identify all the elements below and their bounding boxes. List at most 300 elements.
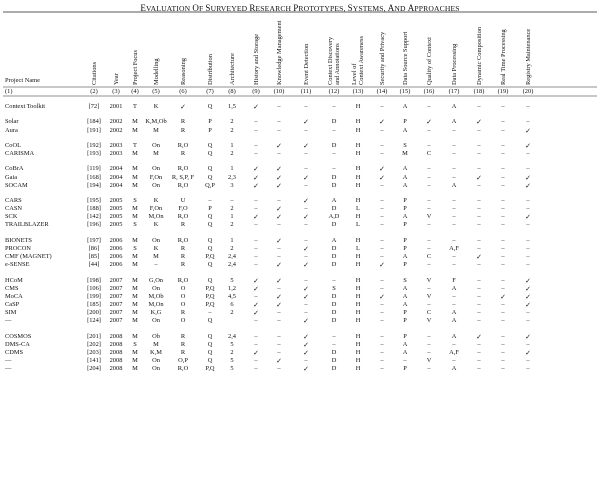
table-cell: – (526, 365, 530, 373)
table-cell: H (355, 349, 361, 356)
table-cell: F,O (178, 205, 188, 213)
table-cell: – (501, 284, 505, 292)
table-cell: L (356, 221, 360, 229)
table-cell: A (402, 173, 408, 181)
table-cell: S (332, 284, 336, 292)
table-cell: ✓ (276, 205, 282, 214)
table-cell: A (402, 253, 408, 261)
table-cell: ✓ (525, 181, 531, 190)
column-number: (9) (252, 88, 260, 95)
table-cell: – (526, 150, 530, 157)
table-cell: P (403, 236, 407, 244)
table-cell: 2,4 (228, 253, 236, 261)
table-cell: – (380, 103, 384, 110)
table-cell: – (254, 118, 258, 126)
table-cell: K (153, 197, 159, 204)
table-cell: M (132, 357, 138, 365)
table-cell: – (304, 301, 308, 309)
table-cell: R (180, 244, 186, 252)
table-cell: D (331, 118, 337, 126)
table-cell: [119] (87, 165, 101, 173)
table-cell: V (426, 357, 432, 365)
table-cell: A (402, 284, 408, 292)
table-cell: – (501, 365, 505, 373)
table-cell: M (153, 126, 159, 134)
project-name-cell: PROCON (5, 244, 31, 252)
table-cell: D (331, 357, 337, 365)
table-cell: 2007 (109, 309, 123, 317)
table-cell: – (254, 150, 258, 157)
table-cell: [72] (88, 103, 100, 110)
column-header: Project Focus (131, 50, 139, 85)
column-header: Event Detection (302, 43, 310, 85)
table-cell: H (355, 340, 361, 348)
table-cell: A (402, 181, 408, 189)
table-cell: M (132, 292, 138, 300)
table-cell: [204] (87, 365, 101, 373)
table-cell: 2007 (109, 301, 123, 309)
table-cell: D (331, 301, 337, 309)
table-cell: P (403, 118, 407, 126)
table-cell: – (380, 150, 384, 157)
table-cell: P,Q (205, 365, 215, 373)
table-cell: 2002 (109, 118, 123, 126)
table-cell: M (132, 301, 138, 309)
table-cell: 5 (230, 365, 234, 373)
table-cell: – (452, 126, 456, 134)
table-cell: – (427, 340, 431, 348)
table-cell: M (132, 317, 138, 325)
table-cell: On (152, 357, 160, 365)
table-cell: – (501, 173, 505, 181)
project-name-cell: — (5, 357, 12, 365)
table-cell: H (355, 317, 361, 325)
table-cell: On (152, 317, 160, 325)
table-cell: – (304, 221, 308, 229)
table-cell: – (501, 141, 505, 149)
table-cell: M (132, 365, 138, 373)
table-cell: – (526, 357, 530, 365)
table-cell: 2008 (109, 349, 123, 356)
table-cell: – (332, 332, 336, 340)
column-header: Security and Privacy (378, 31, 386, 85)
table-cell: 1 (230, 236, 234, 244)
table-cell: V (426, 317, 432, 325)
table-cell: [201] (87, 332, 101, 340)
table-cell: – (254, 261, 258, 269)
table-cell: ✓ (276, 181, 282, 190)
table-cell: A (402, 301, 408, 309)
table-cell: M (132, 181, 138, 189)
table-cell: ✓ (379, 118, 385, 127)
table-cell: 2008 (109, 332, 123, 340)
project-name-cell: TRAILBLAZER (5, 221, 49, 229)
table-cell: D (331, 253, 337, 261)
table-cell: Q (207, 261, 213, 269)
table-cell: A (451, 118, 457, 126)
table-cell: H (355, 173, 361, 181)
table-cell: F,On (149, 173, 163, 181)
table-cell: – (427, 301, 431, 309)
table-cell: – (380, 349, 384, 356)
table-cell: – (277, 221, 281, 229)
table-cell: 2 (230, 309, 234, 317)
table-cell: ✓ (525, 173, 531, 182)
column-number: (19) (497, 88, 509, 95)
table-cell: On (152, 284, 160, 292)
table-cell: L (356, 244, 360, 252)
table-cell: – (254, 221, 258, 229)
column-header: Dynamic Composition (475, 26, 483, 85)
table-cell: – (380, 126, 384, 134)
table-cell: A (451, 332, 457, 340)
table-cell: Q (207, 357, 213, 365)
table-cell: – (427, 165, 431, 173)
table-cell: [199] (87, 292, 101, 300)
table-cell: – (254, 141, 258, 149)
table-cell: – (477, 236, 481, 244)
table-cell: – (277, 349, 281, 356)
table-cell: – (254, 365, 258, 373)
table-cell: [192] (87, 141, 101, 149)
table-cell: – (304, 181, 308, 189)
table-cell: – (332, 165, 336, 173)
table-cell: – (477, 301, 481, 309)
table-cell: M (402, 150, 408, 157)
table-cell: R,O (177, 181, 189, 189)
table-cell: – (254, 357, 258, 365)
table-cell: – (304, 103, 308, 110)
table-cell: – (501, 181, 505, 189)
table-cell: – (254, 236, 258, 244)
table-cell: – (477, 292, 481, 300)
table-cell: – (230, 197, 234, 204)
table-cell: – (254, 126, 258, 134)
table-cell: – (477, 276, 481, 284)
table-cell: – (427, 197, 431, 204)
table-cell: A (402, 340, 408, 348)
table-cell: – (380, 332, 384, 340)
table-cell: ✓ (525, 141, 531, 150)
column-number: (16) (423, 88, 435, 95)
table-cell: On (152, 181, 160, 189)
table-cell: 2007 (109, 284, 123, 292)
table-cell: R (180, 332, 186, 340)
table-cell: D (331, 261, 337, 269)
table-cell: ✓ (379, 261, 385, 270)
project-name-cell: CMS (5, 284, 19, 292)
table-cell: 2005 (109, 205, 123, 213)
table-cell: – (427, 173, 431, 181)
column-header: Knowledge Management (275, 20, 283, 85)
table-cell: 2001 (109, 103, 123, 110)
table-cell: ✓ (276, 165, 282, 174)
table-cell: ✓ (253, 103, 259, 111)
table-cell: – (332, 126, 336, 134)
project-name-cell: CMF (MAGNET) (5, 253, 52, 261)
column-number: (3) (112, 88, 120, 95)
table-cell: 2 (230, 205, 234, 213)
table-cell: S (403, 276, 407, 284)
table-cell: ✓ (500, 292, 506, 301)
table-cell: [197] (87, 236, 101, 244)
table-cell: – (526, 236, 530, 244)
table-cell: Q (207, 103, 213, 110)
table-cell: [185] (87, 301, 101, 309)
table-cell: D (331, 244, 337, 252)
table-cell: D (331, 181, 337, 189)
table-cell: 6 (230, 301, 234, 309)
project-name-cell: HCoM (5, 276, 23, 284)
table-cell: G,On (148, 276, 164, 284)
table-cell: – (427, 244, 431, 252)
table-cell: O (180, 284, 186, 292)
table-cell: – (254, 332, 258, 340)
table-cell: D (331, 317, 337, 325)
table-cell: ✓ (303, 244, 309, 253)
table-cell: 2 (230, 349, 234, 356)
table-cell: M (132, 118, 138, 126)
table-cell: – (477, 205, 481, 213)
table-cell: – (380, 309, 384, 317)
project-name-cell: BIONETS (5, 236, 32, 244)
column-header-project-name: Project Name (5, 77, 40, 84)
table-cell: – (304, 276, 308, 284)
table-cell: R (180, 309, 186, 317)
table-cell: M (132, 284, 138, 292)
table-cell: – (380, 365, 384, 373)
table-cell: – (501, 236, 505, 244)
table-cell: D (331, 141, 337, 149)
table-cell: M (132, 236, 138, 244)
table-cell: ✓ (303, 284, 309, 293)
table-cell: 2 (230, 150, 234, 157)
table-cell: P (403, 365, 407, 373)
table-cell: – (277, 317, 281, 325)
table-cell: H (355, 181, 361, 189)
table-cell: M (132, 309, 138, 317)
table-cell: H (355, 103, 361, 110)
project-name-cell: Gaia (5, 173, 18, 181)
table-cell: On (152, 365, 160, 373)
table-cell: Q (207, 317, 213, 325)
table-cell: H (355, 365, 361, 373)
table-cell: – (254, 205, 258, 213)
column-header: Context Discovery and Annotations (327, 36, 341, 85)
table-cell: – (501, 118, 505, 126)
table-cell: D (331, 292, 337, 300)
table-cell: O (180, 317, 186, 325)
table-cell: On (152, 236, 160, 244)
table-cell: 2,4 (228, 261, 236, 269)
table-cell: ✓ (303, 261, 309, 270)
table-cell: ✓ (276, 141, 282, 150)
table-cell: – (501, 309, 505, 317)
table-cell: – (452, 213, 456, 221)
table-cell: – (526, 309, 530, 317)
table-cell: – (304, 309, 308, 317)
table-cell: – (254, 317, 258, 325)
table-cell: R (180, 349, 186, 356)
table-cell: – (277, 253, 281, 261)
table-cell: K (153, 103, 159, 110)
column-number: (6) (179, 88, 187, 95)
table-cell: M,Ob (148, 292, 164, 300)
table-cell: M (132, 150, 138, 157)
column-header: Level of Context Awareness (351, 36, 365, 85)
table-cell: – (501, 253, 505, 261)
column-header: Data Source Support (401, 31, 409, 85)
table-cell: R,O (177, 236, 189, 244)
table-cell: – (277, 332, 281, 340)
column-header: Distribution (206, 54, 214, 85)
table-cell: T (133, 141, 137, 149)
table-cell: [191] (87, 126, 101, 134)
table-cell: Q (207, 276, 213, 284)
table-cell: [141] (87, 357, 101, 365)
table-cell: – (452, 253, 456, 261)
table-cell: – (477, 357, 481, 365)
table-cell: K (153, 244, 159, 252)
table-cell: M (132, 126, 138, 134)
column-number: (15) (399, 88, 411, 95)
table-cell: M (153, 253, 159, 261)
table-cell: 2005 (109, 213, 123, 221)
table-cell: M (132, 205, 138, 213)
table-cell: Q,P (205, 181, 215, 189)
table-title: EVALUATION OF SURVEYED RESEARCH PROTOTYPES, SYSTEMS, AND APPROACHES (140, 3, 460, 13)
table-cell: P (403, 261, 407, 269)
project-name-cell: Solar (5, 118, 19, 126)
table-cell: ✓ (253, 165, 259, 174)
table-cell: – (277, 284, 281, 292)
table-cell: D (331, 205, 337, 213)
table-cell: – (501, 349, 505, 356)
table-cell: – (380, 141, 384, 149)
table-cell: K,G (150, 309, 162, 317)
table-cell: K,M,Ob (145, 118, 167, 126)
table-cell: Q (207, 165, 213, 173)
column-number: (18) (473, 88, 485, 95)
table-cell: – (277, 103, 281, 110)
column-header: Reasoning (179, 58, 187, 85)
table-cell: – (477, 244, 481, 252)
table-cell: – (477, 141, 481, 149)
table-cell: ✓ (525, 292, 531, 301)
table-cell: H (355, 213, 361, 221)
table-cell: – (501, 150, 505, 157)
table-cell: P,Q (205, 301, 215, 309)
table-cell: – (254, 340, 258, 348)
table-cell: – (526, 221, 530, 229)
table-cell: – (332, 276, 336, 284)
table-cell: – (380, 213, 384, 221)
column-number: (10) (273, 88, 285, 95)
table-cell: 2006 (109, 261, 123, 269)
table-cell: – (526, 317, 530, 325)
project-name-cell: CoOL (5, 141, 21, 149)
column-header: Registry Maintenance (524, 28, 532, 85)
table-cell: – (452, 236, 456, 244)
column-header: Citations (90, 61, 98, 85)
table-cell: – (380, 253, 384, 261)
table-cell: – (427, 181, 431, 189)
column-header: Modelling (152, 58, 160, 85)
table-cell: ✓ (476, 332, 482, 341)
table-cell: – (380, 284, 384, 292)
table-cell: 2007 (109, 292, 123, 300)
table-cell: 5 (230, 357, 234, 365)
table-cell: M (153, 150, 159, 157)
table-cell: M (132, 276, 138, 284)
table-cell: D (331, 365, 337, 373)
column-number: (14) (376, 88, 388, 95)
table-cell: ✓ (525, 126, 531, 135)
table-cell: – (477, 261, 481, 269)
table-cell: A (402, 126, 408, 134)
table-cell: [193] (87, 150, 101, 157)
table-cell: – (403, 357, 407, 365)
table-cell: R (180, 340, 186, 348)
table-cell: P (403, 205, 407, 213)
table-cell: 2008 (109, 340, 123, 348)
table-cell: D (331, 349, 337, 356)
table-cell: [202] (87, 340, 101, 348)
table-cell: T (133, 103, 137, 110)
table-cell: O (180, 292, 186, 300)
table-cell: Q (207, 173, 213, 181)
table-cell: – (427, 349, 431, 356)
table-cell: [188] (87, 205, 101, 213)
project-name-cell: SCK (5, 213, 18, 221)
table-cell: ✓ (426, 118, 432, 127)
table-cell: – (526, 253, 530, 261)
table-cell: A (451, 309, 457, 317)
table-cell: – (452, 197, 456, 204)
table-cell: – (452, 261, 456, 269)
table-cell: R (180, 253, 186, 261)
table-cell: – (501, 317, 505, 325)
table-cell: ✓ (303, 197, 309, 205)
column-header: Architecture (228, 53, 236, 85)
table-cell: 2 (230, 126, 234, 134)
table-cell: U (180, 197, 186, 204)
table-cell: ✓ (276, 236, 282, 245)
table-cell: – (304, 253, 308, 261)
table-cell: – (254, 244, 258, 252)
table-cell: S (133, 221, 137, 229)
table-cell: ✓ (303, 340, 309, 349)
table-cell: [194] (87, 181, 101, 189)
table-cell: A (402, 165, 408, 173)
table-cell: – (427, 141, 431, 149)
project-name-cell: COSMOS (5, 332, 32, 340)
table-cell: – (526, 261, 530, 269)
table-cell: – (452, 205, 456, 213)
table-cell: – (526, 118, 530, 126)
table-cell: R,O (177, 141, 189, 149)
project-name-cell: MoCA (5, 292, 23, 300)
table-cell: M (132, 165, 138, 173)
column-number: (5) (152, 88, 160, 95)
table-cell: – (501, 103, 505, 110)
table-cell: [196] (87, 221, 101, 229)
table-cell: R (180, 150, 186, 157)
table-cell: – (427, 126, 431, 134)
table-cell: 2003 (109, 141, 123, 149)
table-cell: ✓ (525, 284, 531, 293)
column-number: (7) (206, 88, 214, 95)
